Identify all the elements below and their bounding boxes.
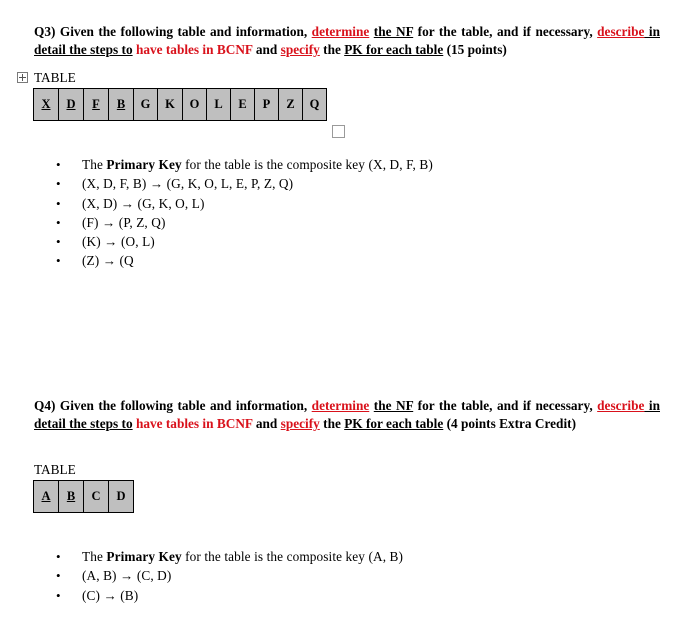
q3-specify: specify <box>280 42 320 57</box>
q4-have-tables: have tables in BCNF <box>132 416 253 431</box>
q4-dependency-item: • (C) → (B) <box>56 586 403 605</box>
q3-the-nf: the NF <box>373 24 414 39</box>
q3-prefix: Q3) Given the following table and information, <box>34 24 312 39</box>
q3-info-list <box>56 155 433 271</box>
q3-col-k: K <box>158 89 183 121</box>
q3-dependency-item: • (F) → (P, Z, Q) <box>56 213 433 232</box>
q3-mid: for the table, and if necessary, <box>413 24 598 39</box>
q3-dependency-item: • (K) → (O, L) <box>56 232 433 251</box>
q4-the: the <box>319 416 345 431</box>
q3-points: (15 points) <box>443 42 507 57</box>
q3-col-l: L <box>207 89 231 121</box>
q4-points: (4 points Extra Credit) <box>443 416 576 431</box>
q3-dependency-item: • (X, D) → (G, K, O, L) <box>56 194 433 213</box>
q3-col-q: Q <box>303 89 327 121</box>
q4-info-list <box>56 547 403 605</box>
q3-col-b: B <box>109 89 134 121</box>
q3-col-x: X <box>34 89 59 121</box>
q4-col-a: A <box>34 481 59 513</box>
q4-describe: describe <box>597 398 645 413</box>
q3-dependency-item: • (X, D, F, B) → (G, K, O, L, E, P, Z, Q) <box>56 174 433 193</box>
q4-prefix: Q4) Given the following table and information, <box>34 398 312 413</box>
q4-determine: determine <box>311 398 370 413</box>
q3-pk-item: • The Primary Key for the table is the composite key (X, D, F, B) <box>56 155 433 174</box>
q3-table-label: TABLE <box>34 70 76 85</box>
q3-col-d: D <box>59 89 84 121</box>
q3-dependency-item: • (Z) → (Q <box>56 251 433 270</box>
q3-determine: determine <box>311 24 370 39</box>
q4-detail: in detail the steps to <box>34 398 660 431</box>
q4-attribute-table <box>33 480 134 513</box>
q4-mid: for the table, and if necessary, <box>413 398 598 413</box>
q3-attribute-table <box>33 88 327 121</box>
q4-specify: specify <box>280 416 320 431</box>
q4-pk-item: • The Primary Key for the table is the composite key (A, B) <box>56 547 403 566</box>
q4-dependency-item: • (A, B) → (C, D) <box>56 566 403 585</box>
table-move-handle-icon[interactable] <box>17 72 28 83</box>
q3-col-g: G <box>134 89 158 121</box>
q4-col-d: D <box>109 481 134 513</box>
q4-attribute-row <box>34 481 134 513</box>
q4-the-nf: the NF <box>373 398 414 413</box>
q3-pk: PK for each table <box>344 42 444 57</box>
q3-col-f: F <box>84 89 109 121</box>
q3-detail: in detail the steps to <box>34 24 660 57</box>
q4-and: and <box>252 416 281 431</box>
q4-col-c: C <box>84 481 109 513</box>
q3-attribute-row <box>34 89 327 121</box>
q3-have-tables: have tables in BCNF <box>132 42 253 57</box>
q4-col-b: B <box>59 481 84 513</box>
q3-col-z: Z <box>279 89 303 121</box>
q3-col-p: P <box>255 89 279 121</box>
q4-pk: PK for each table <box>344 416 444 431</box>
q3-heading <box>34 23 660 59</box>
q3-col-e: E <box>231 89 255 121</box>
q3-col-o: O <box>183 89 207 121</box>
q3-describe: describe <box>597 24 645 39</box>
q4-table-label: TABLE <box>34 462 76 477</box>
q4-heading <box>34 397 660 433</box>
q3-the: the <box>319 42 345 57</box>
q3-and: and <box>252 42 281 57</box>
table-resize-handle-icon[interactable] <box>332 125 345 138</box>
